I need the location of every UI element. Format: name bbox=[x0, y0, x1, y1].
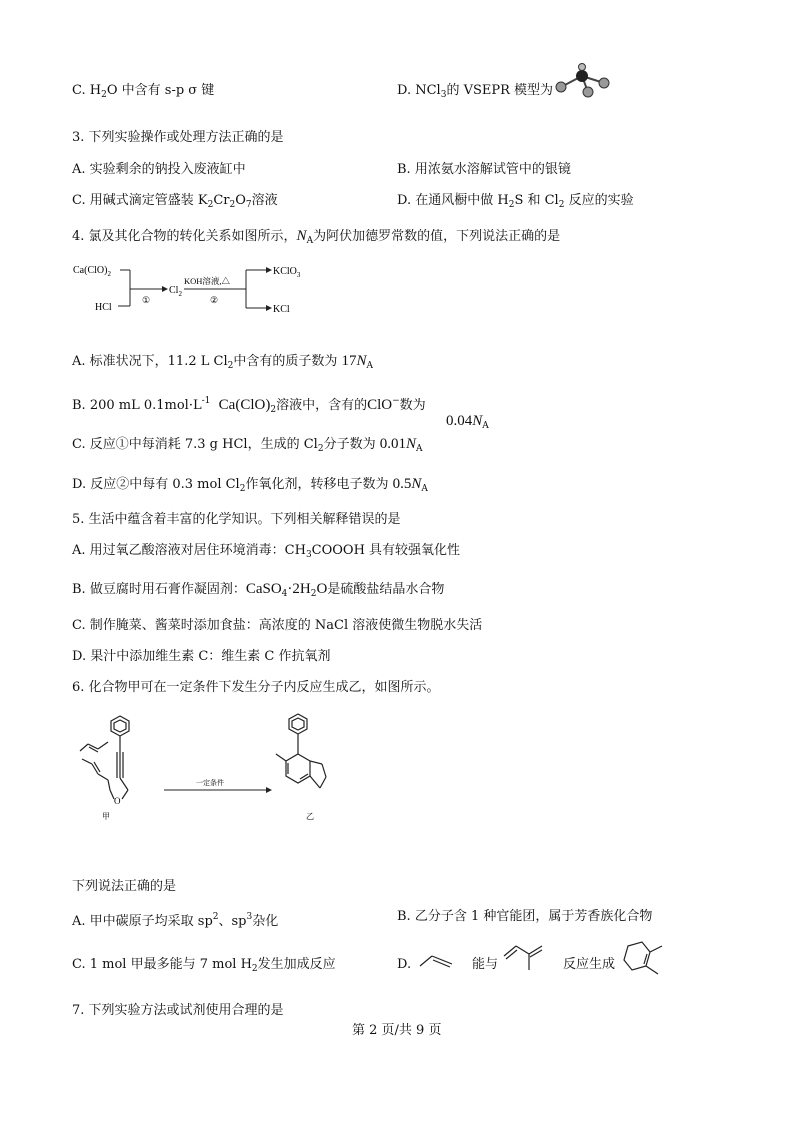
q2-option-d: D. NCl$_3$的 VSEPR 模型为 bbox=[397, 83, 554, 100]
q5-option-a: A. 用过氧乙酸溶液对居住环境消毒：$CH_3COOOH$ 具有较强氧化性 bbox=[72, 543, 461, 560]
q5-option-d: D. 果汁中添加维生素 C：维生素 C 作抗氧剂 bbox=[72, 649, 331, 664]
q4-stem: 4. 氯及其化合物的转化关系如图所示，$N_A$为阿伏加德罗常数的值，下列说法正确的是 bbox=[72, 228, 561, 246]
q7-stem: 7. 下列实验方法或试剂使用合理的是 bbox=[72, 1003, 284, 1018]
koh-condition-label: KOH溶液,△ bbox=[184, 276, 231, 286]
oxygen-label: O bbox=[114, 796, 121, 806]
vsepr-tetrahedral-model-image bbox=[552, 64, 612, 100]
q3-option-b: B. 用浓氨水溶解试管中的银镜 bbox=[397, 162, 571, 177]
q6-option-d-mid: 能与 bbox=[472, 957, 499, 972]
reaction-condition-label: 一定条件 bbox=[196, 779, 224, 787]
q4-option-a: A. 标准状况下，11.2 L $Cl_2$中含有的质子数为 $17N_A$ bbox=[72, 353, 373, 371]
q5-stem: 5. 生活中蕴含着丰富的化学知识。下列相关解释错误的是 bbox=[72, 512, 401, 527]
q5-option-c: C. 制作腌菜、酱菜时添加食盐：高浓度的 NaCl 溶液使微生物脱水失活 bbox=[72, 618, 483, 633]
q3-stem: 3. 下列实验操作或处理方法正确的是 bbox=[72, 130, 284, 145]
q6-option-a: A. 甲中碳原子均采取 $sp^2$、$sp^3$杂化 bbox=[72, 912, 279, 929]
q2-option-c: C. $H_2O$ 中含有 s-p σ 键 bbox=[72, 83, 215, 100]
cl2-label: $Cl_2$ bbox=[169, 285, 182, 298]
kcl-label: KCl bbox=[273, 304, 290, 315]
q4-option-b-value: $0.04N_A$ bbox=[446, 413, 489, 431]
q3-option-d: D. 在通风橱中做 $H_2S$ 和 $Cl_2$ 反应的实验 bbox=[397, 193, 634, 210]
page-footer: 第 2 页/共 9 页 bbox=[352, 1023, 442, 1038]
q3-option-c: C. 用碱式滴定管盛装 $K_2Cr_2O_7$溶液 bbox=[72, 193, 278, 210]
q6-option-b: B. 乙分子含 1 种官能团，属于芳香族化合物 bbox=[397, 909, 653, 924]
q6-option-d-label: D. bbox=[397, 957, 412, 972]
q5-option-b: B. 做豆腐时用石膏作凝固剂：$CaSO_4\cdot 2H_2O$是硫酸盐结晶水合物 bbox=[72, 581, 445, 599]
propene-structure bbox=[418, 948, 458, 970]
q3-option-a: A. 实验剩余的钠投入废液缸中 bbox=[72, 162, 246, 177]
q6-option-c: C. 1 mol 甲最多能与 7 mol $H_2$发生加成反应 bbox=[72, 957, 336, 974]
q4-option-b: B. 200 mL $0.1mol\cdot L^{-1}$ $Ca(ClO)_2$溶液中，含有的ClO−数为 bbox=[72, 396, 426, 415]
q6-reaction-scheme bbox=[70, 708, 470, 828]
q4-option-d: D. 反应②中每有 0.3 mol $Cl_2$作氧化剂，转移电子数为 $0.5N_A$ bbox=[72, 476, 428, 494]
q6-stem: 6. 化合物甲可在一定条件下发生分子内反应生成乙，如图所示。 bbox=[72, 680, 440, 695]
step-2-label: ② bbox=[210, 295, 219, 305]
dimethylcyclohexene-structure bbox=[618, 938, 668, 980]
isoprene-structure bbox=[502, 942, 552, 974]
q6-option-d-post: 反应生成 bbox=[563, 957, 616, 972]
compound-jia-structure bbox=[80, 716, 129, 799]
compound-jia-label: 甲 bbox=[102, 812, 110, 821]
step-1-label: ① bbox=[142, 295, 151, 305]
q4-conversion-diagram bbox=[70, 258, 320, 323]
compound-yi-structure bbox=[276, 714, 326, 788]
compound-yi-label: 乙 bbox=[306, 812, 314, 821]
kclo3-label: KClO$_3$ bbox=[273, 266, 301, 279]
q4-option-c: C. 反应①中每消耗 7.3 g HCl，生成的 $Cl_2$分子数为 $0.01N_A$ bbox=[72, 436, 423, 454]
ca-clo2-label: $Ca(ClO)_2$ bbox=[73, 265, 111, 278]
q6-prompt: 下列说法正确的是 bbox=[72, 879, 177, 894]
hcl-label: HCl bbox=[95, 302, 112, 313]
